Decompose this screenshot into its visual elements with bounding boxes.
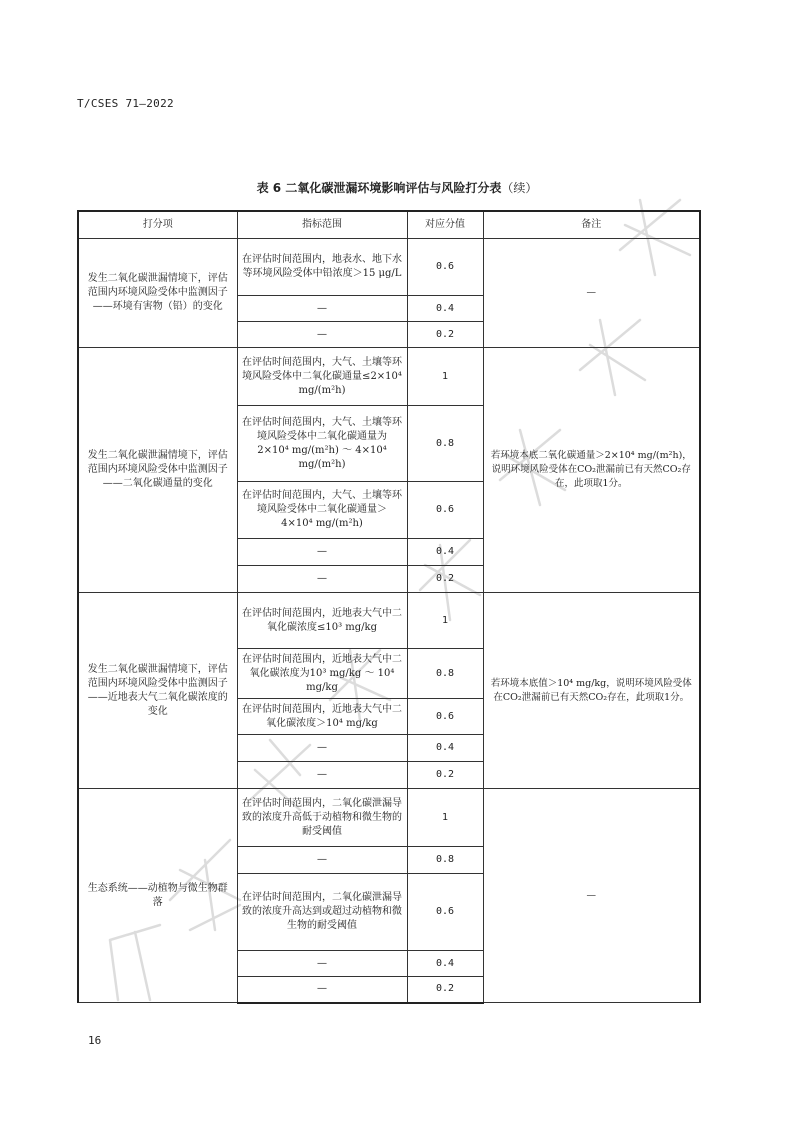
header-score-value: 对应分值 [407,211,483,239]
note-cell: — [483,789,700,1003]
table-row [78,789,700,847]
risk-score-table [77,210,701,1004]
range-cell: 在评估时间范围内，二氧化碳泄漏导致的浓度升高低于动植物和微生物的耐受阈值 [237,789,407,847]
score-cell: 0.2 [407,566,483,593]
range-cell: 在评估时间范围内，大气、土壤等环境风险受体中二氧化碳通量为2×10⁴ mg/(m²h) ～ 4×10⁴ mg/(m²h) [237,406,407,482]
score-cell: 0.2 [407,322,483,348]
range-cell: 在评估时间范围内，近地表大气中二氧化碳浓度＞10⁴ mg/kg [237,699,407,735]
table-header-row [78,211,700,239]
category-co2-concentration-change: 发生二氧化碳泄漏情境下，评估范围内环境风险受体中监测因子——近地表大气二氧化碳浓度的变化 [78,593,237,789]
header-remarks: 备注 [483,211,700,239]
note-cell: — [483,239,700,348]
range-cell: — [237,296,407,322]
score-cell: 0.4 [407,735,483,762]
range-cell: 在评估时间范围内，地表水、地下水等环境风险受体中铅浓度＞15 μg/L [237,239,407,296]
score-cell: 0.2 [407,977,483,1003]
category-ecosystem-communities: 生态系统——动植物与微生物群落 [78,789,237,1003]
table-row [78,239,700,296]
header-score-item: 打分项 [78,211,237,239]
range-cell: 在评估时间范围内，近地表大气中二氧化碳浓度≤10³ mg/kg [237,593,407,649]
range-cell: 在评估时间范围内，二氧化碳泄漏导致的浓度升高达到或超过动植物和微生物的耐受阈值 [237,874,407,951]
range-cell: — [237,977,407,1003]
score-cell: 0.4 [407,296,483,322]
score-cell: 0.4 [407,951,483,977]
range-cell: 在评估时间范围内，大气、土壤等环境风险受体中二氧化碳通量≤2×10⁴ mg/(m²h) [237,348,407,406]
table-caption-continued: （续） [501,181,538,195]
score-cell: 0.2 [407,762,483,789]
range-cell: — [237,322,407,348]
score-cell: 0.8 [407,847,483,874]
score-cell: 0.6 [407,239,483,296]
table-row [78,348,700,406]
category-lead-change: 发生二氧化碳泄漏情境下，评估范围内环境风险受体中监测因子——环境有害物（铅）的变化 [78,239,237,348]
table-row [78,593,700,649]
range-cell: — [237,539,407,566]
range-cell: 在评估时间范围内，大气、土壤等环境风险受体中二氧化碳通量＞4×10⁴ mg/(m²h) [237,482,407,539]
document-code: T/CSES 71—2022 [77,97,174,110]
score-cell: 0.8 [407,649,483,699]
score-cell: 0.6 [407,482,483,539]
score-cell: 1 [407,593,483,649]
range-cell: — [237,735,407,762]
score-cell: 1 [407,348,483,406]
category-co2-flux-change: 发生二氧化碳泄漏情境下，评估范围内环境风险受体中监测因子——二氧化碳通量的变化 [78,348,237,593]
range-cell: — [237,847,407,874]
table-caption [0,179,794,196]
range-cell: — [237,566,407,593]
score-cell: 0.6 [407,699,483,735]
score-cell: 0.6 [407,874,483,951]
range-cell: — [237,762,407,789]
score-cell: 1 [407,789,483,847]
note-cell: 若环境本底二氧化碳通量＞2×10⁴ mg/(m²h)，说明环境风险受体在CO₂泄漏前已有天然CO₂存在，此项取1分。 [483,348,700,593]
table-caption-label: 表 6 二氧化碳泄漏环境影响评估与风险打分表 [256,181,502,195]
score-cell: 0.8 [407,406,483,482]
score-cell: 0.4 [407,539,483,566]
page-number: 16 [88,1034,102,1047]
header-indicator-range: 指标范围 [237,211,407,239]
range-cell: — [237,951,407,977]
range-cell: 在评估时间范围内，近地表大气中二氧化碳浓度为10³ mg/kg ～ 10⁴ mg/kg [237,649,407,699]
note-cell: 若环境本底值＞10⁴ mg/kg，说明环境风险受体在CO₂泄漏前已有天然CO₂存在，此项取1分。 [483,593,700,789]
